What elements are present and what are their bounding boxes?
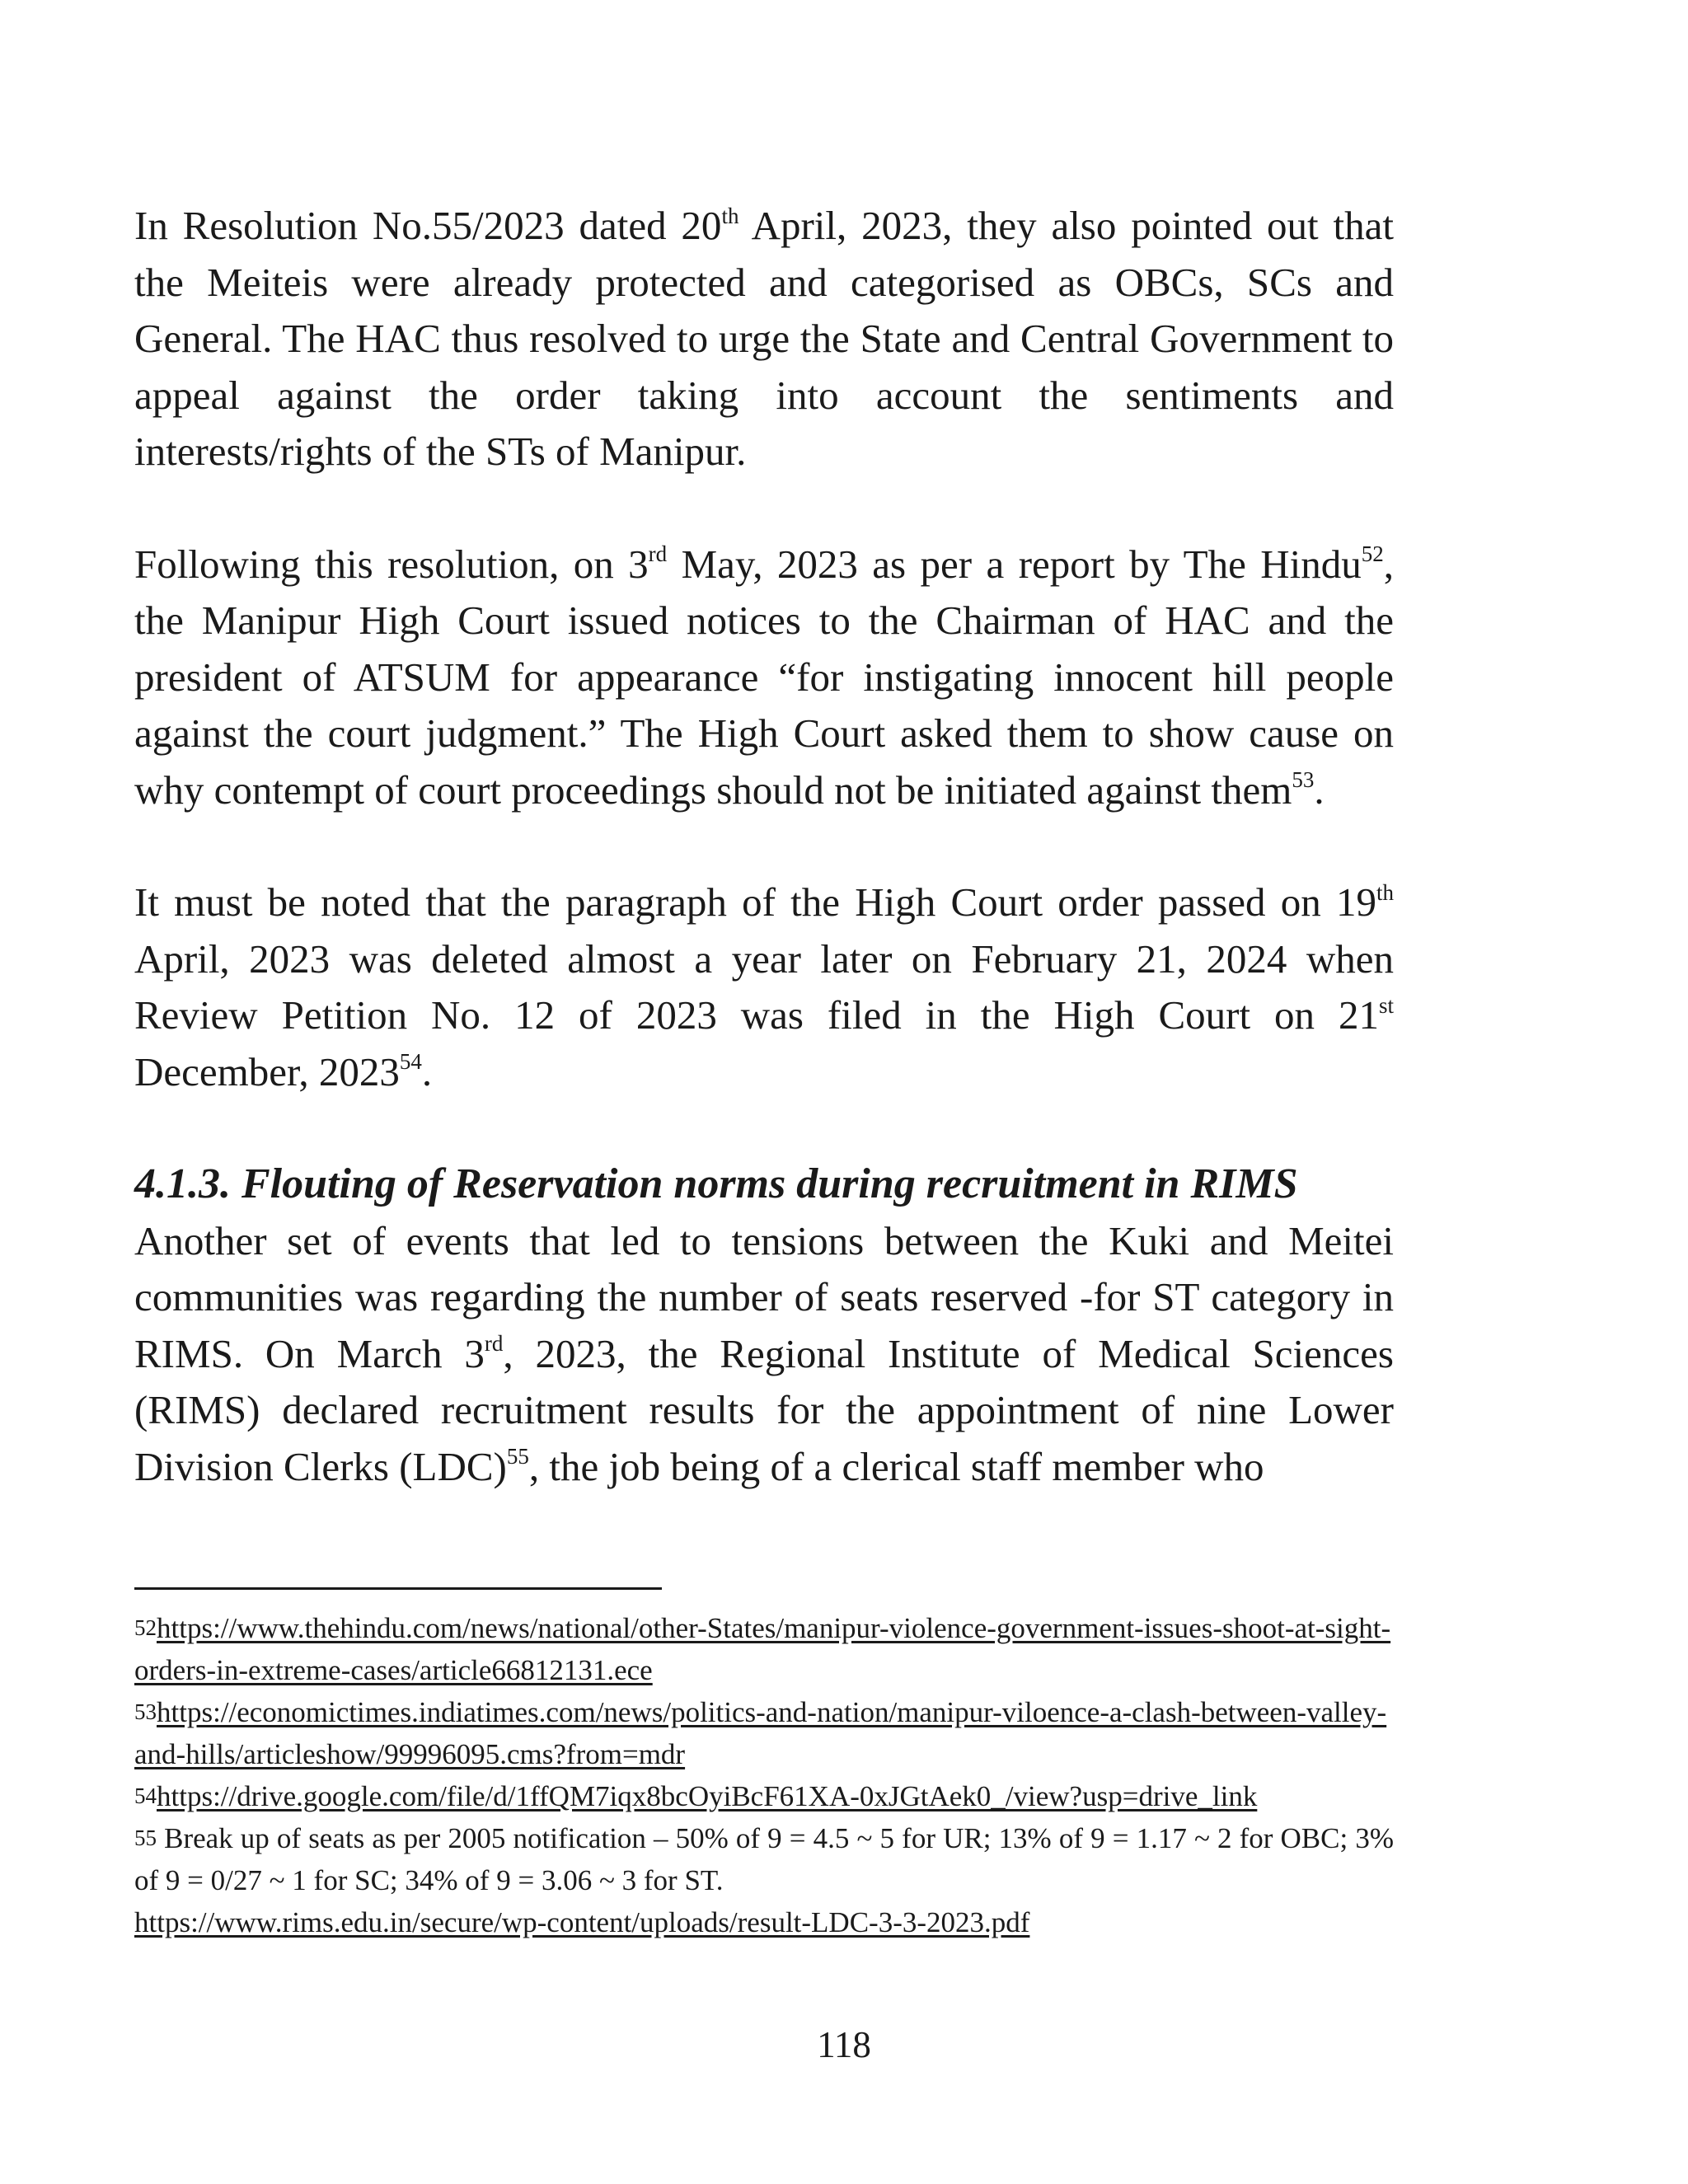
footnote-ref-55[interactable]: 55 [506, 1444, 529, 1469]
text: , the Manipur High Court issued notices to the Chairman of HAC and the president of ATSUM for appearance “for instigating innocent hill people against the court judgment.” The High Court asked them to show cause on why contempt of court proceedings should not be initiated against them [134, 541, 1394, 813]
footnote-53 [134, 1691, 1394, 1775]
paragraph-2 [134, 537, 1394, 819]
paragraph-4 [134, 1213, 1394, 1496]
footnote-link[interactable]: https://drive.google.com/file/d/1ffQM7iqx8bcOyiBcF61XA-0xJGtAek0_/view?usp=drive_link [157, 1780, 1258, 1812]
footnote-number: 54 [134, 1783, 157, 1808]
footnote-text: Break up of seats as per 2005 notification – 50% of 9 = 4.5 ~ 5 for UR; 13% of 9 = 1.17 ~ 2 for OBC; 3% of 9 = 0/27 ~ 1 for SC; 34% of 9 = 3.06 ~ 3 for ST. [134, 1822, 1394, 1896]
footnote-ref-53[interactable]: 53 [1292, 767, 1315, 793]
text: December, 2023 [134, 1048, 400, 1094]
text: It must be noted that the paragraph of the High Court order passed on 19 [134, 879, 1376, 925]
footnote-link[interactable]: https://www.thehindu.com/news/national/other-States/manipur-violence-government-issues-shoot-at-sight-orders-in-extreme-cases/article66812131.ece [134, 1612, 1391, 1686]
footnote-55 [134, 1817, 1394, 1943]
text: , 2023, the Regional Institute of Medical Sciences (RIMS) declared recruitment results for the appointment of nine Lower Division Clerks (LDC) [134, 1330, 1394, 1489]
footnote-ref-54[interactable]: 54 [399, 1049, 422, 1075]
paragraph-1 [134, 198, 1394, 480]
text: . [421, 1048, 433, 1094]
footnote-ref-52[interactable]: 52 [1361, 541, 1384, 567]
footnote-number: 55 [134, 1825, 157, 1850]
text: Following this resolution, on 3 [134, 541, 649, 587]
footnotes [134, 1607, 1394, 1943]
footnote-link[interactable]: https://www.rims.edu.in/secure/wp-content/uploads/result-LDC-3-3-2023.pdf [134, 1906, 1030, 1938]
paragraph-3 [134, 874, 1394, 1100]
superscript: rd [648, 541, 668, 567]
footnote-54 [134, 1775, 1394, 1817]
footnote-link[interactable]: https://economictimes.indiatimes.com/news/politics-and-nation/manipur-viloence-a-clash-between-valley-and-hills/articleshow/99996095.cms?from=mdr [134, 1696, 1387, 1770]
text: . [1314, 766, 1325, 813]
text: , the job being of a clerical staff member who [528, 1443, 1264, 1489]
footnote-number: 53 [134, 1699, 157, 1724]
footnote-52 [134, 1607, 1394, 1691]
footnote-separator [134, 1587, 662, 1590]
superscript: rd [484, 1331, 504, 1357]
text: April, 2023 was deleted almost a year later on February 21, 2024 when Review Petition No. 12 of 2023 was filed in the High Court on 21 [134, 935, 1394, 1038]
text: In Resolution No.55/2023 dated 20 [134, 203, 722, 248]
footnote-number: 52 [134, 1615, 157, 1640]
page-body [134, 198, 1394, 1551]
superscript: th [721, 203, 739, 228]
section-heading: 4.1.3. Flouting of Reservation norms during recruitment in RIMS [134, 1160, 1298, 1207]
superscript: th [1376, 879, 1394, 905]
page-number: 118 [817, 2024, 871, 2065]
superscript: st [1378, 992, 1394, 1018]
text: May, 2023 as per a report by The Hindu [667, 541, 1362, 587]
text: Another set of events that led to tensions between the Kuki and Meitei communities was regarding the number of seats reserved -for ST category in RIMS. On March 3 [134, 1217, 1394, 1376]
text: April, 2023, they also pointed out that the Meiteis were already protected and categorised as OBCs, SCs and General. The HAC thus resolved to urge the State and Central Government to appeal against the order taking into account the sentiments and interests/rights of the STs of Manipur. [134, 203, 1394, 474]
